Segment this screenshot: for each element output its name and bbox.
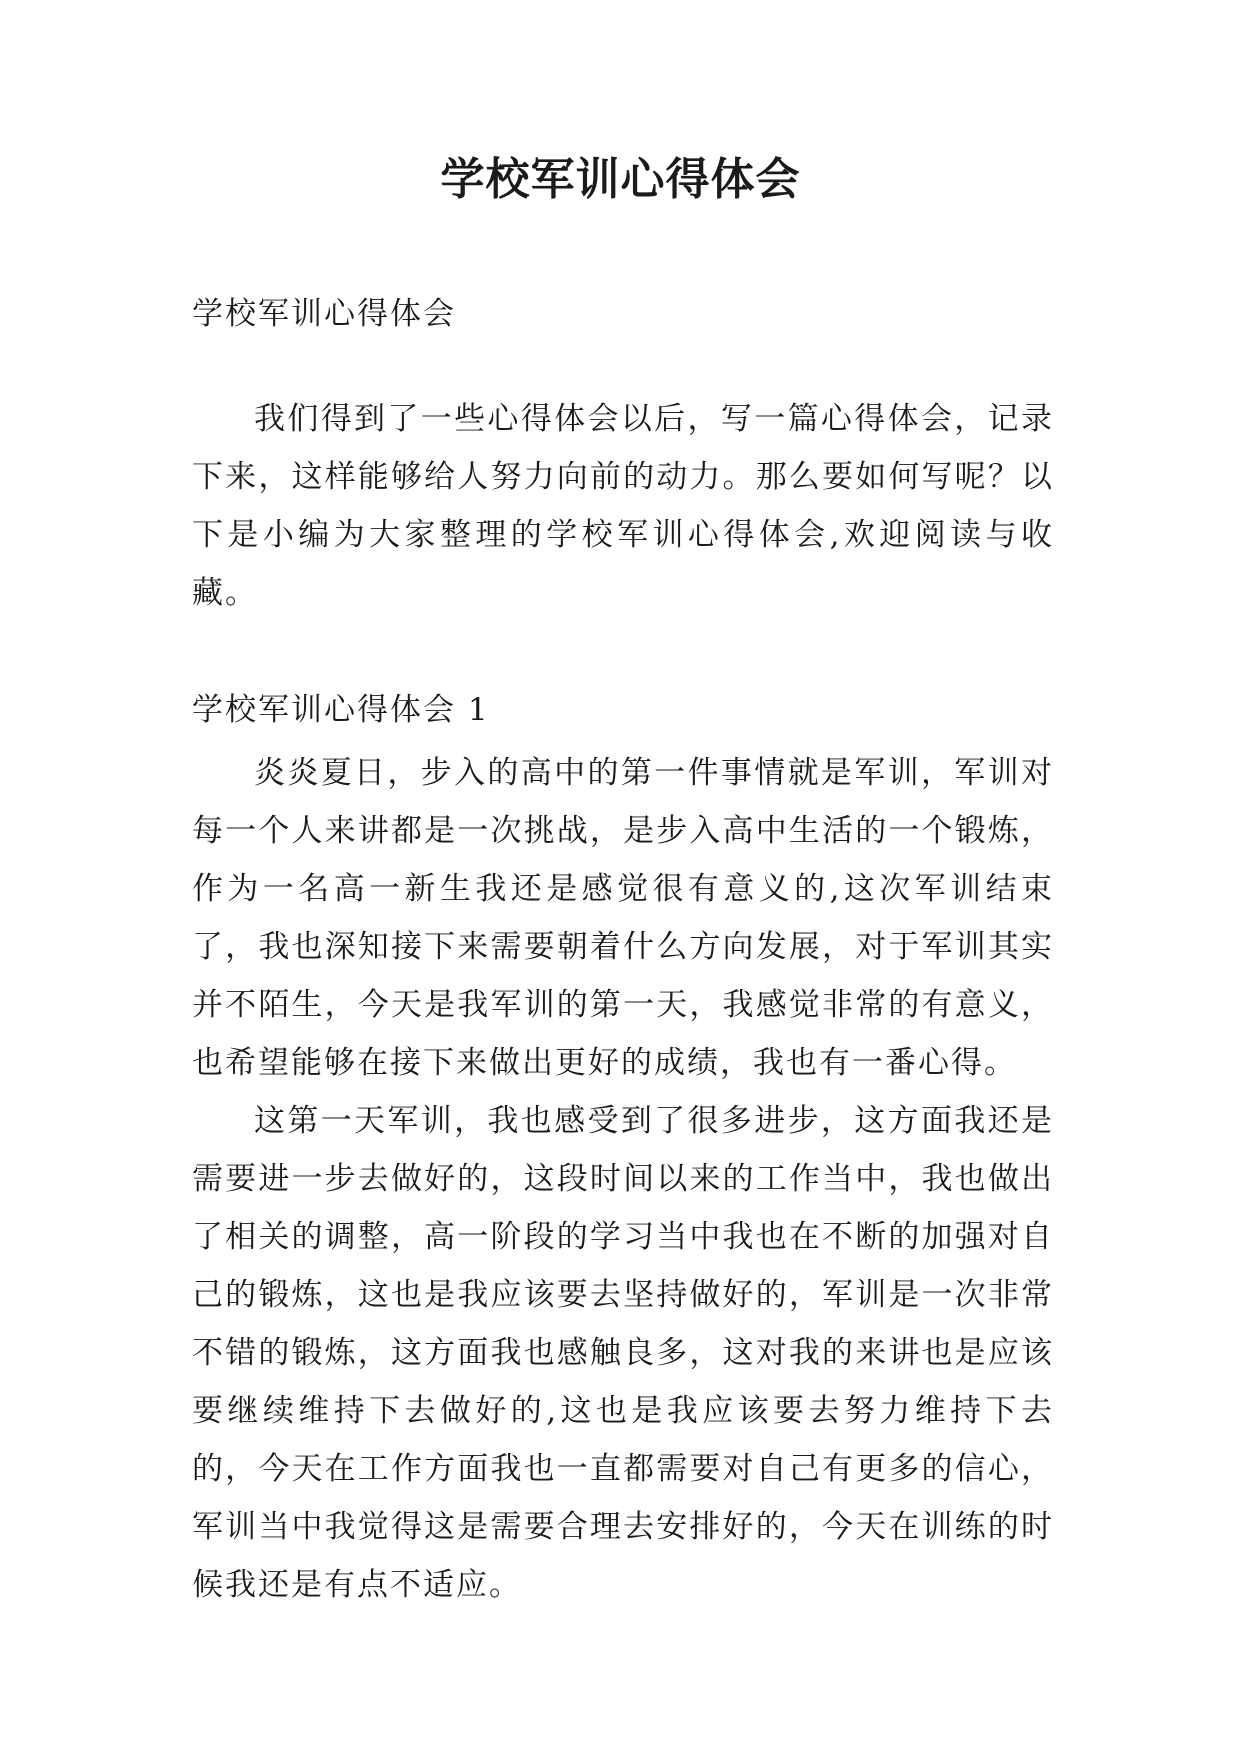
section-heading: 学校军训心得体会 1 [192, 692, 490, 728]
intro-paragraph: 我们得到了一些心得体会以后，写一篇心得体会，记录下来，这样能够给人努力向前的动力。那么要如何写呢？以下是小编为大家整理的学校军训心得体会,欢迎阅读与收藏。 [192, 401, 1054, 611]
document-subtitle: 学校军训心得体会 [192, 296, 456, 332]
body-paragraph: 这第一天军训，我也感受到了很多进步，这方面我还是需要进一步去做好的，这段时间以来的工作当中，我也做出了相关的调整，高一阶段的学习当中我也在不断的加强对自己的锻炼，这也是我应该要去坚持做好的，军训是一次非常不错的锻炼，这方面我也感触良多，这对我的来讲也是应该要继续维持下去做好的,这也是我应该要去努力维持下去的，今天在工作方面我也一直都需要对自己有更多的信心，军训当中我觉得这是需要合理去安排好的，今天在训练的时候我还是有点不适应。 [192, 1103, 1054, 1603]
document-body [192, 288, 1054, 1614]
document-title: 学校军训心得体会 [440, 154, 801, 205]
body-paragraph: 炎炎夏日，步入的高中的第一件事情就是军训，军训对每一个人来讲都是一次挑战，是步入高中生活的一个锻炼，作为一名高一新生我还是感觉很有意义的,这次军训结束了，我也深知接下来需要朝着什么方向发展，对于军训其实并不陌生，今天是我军训的第一天，我感觉非常的有意义，也希望能够在接下来做出更好的成绩，我也有一番心得。 [192, 755, 1054, 1081]
